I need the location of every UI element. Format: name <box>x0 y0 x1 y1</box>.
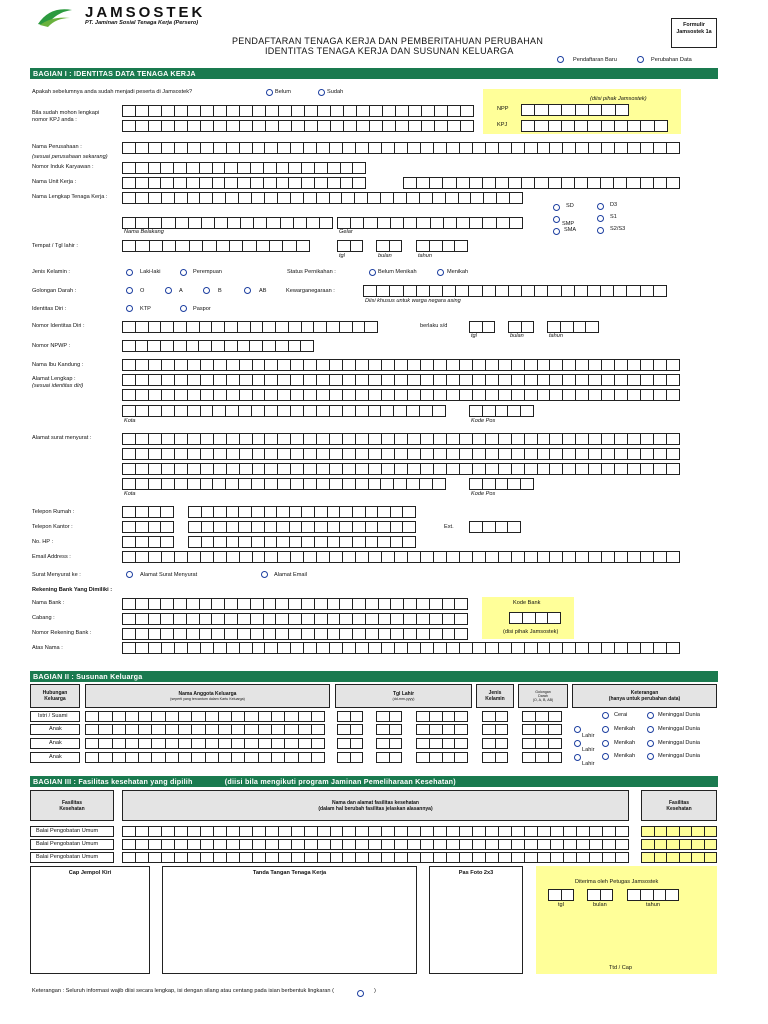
radio-male[interactable] <box>126 269 133 276</box>
city-field[interactable] <box>122 405 446 417</box>
mail-to-label: Surat Menyurat ke : <box>32 572 81 578</box>
id-number-label: Nomor Identitas Diri : <box>32 323 85 329</box>
address-label: Alamat Lengkap : <box>32 376 76 382</box>
bank-code-field[interactable] <box>509 612 561 624</box>
radio-edu-d3[interactable] <box>597 203 604 210</box>
radio-passport[interactable] <box>180 305 187 312</box>
h-sex-2: Kelamin <box>485 696 505 702</box>
spouse-cerai: Cerai <box>614 712 628 718</box>
section-1-header: BAGIAN I : IDENTITAS DATA TENAGA KERJA <box>30 68 718 79</box>
branch-field[interactable] <box>122 613 468 625</box>
id-type-label: Identitas Diri : <box>32 306 67 312</box>
work-unit-field-2[interactable] <box>403 177 680 189</box>
radio-child2-married[interactable] <box>602 740 609 747</box>
company-label: Nama Perusahaan : <box>32 144 82 150</box>
hp-field[interactable] <box>188 536 416 548</box>
facility-3-field[interactable] <box>122 852 629 863</box>
officer-tahun: tahun <box>646 902 660 908</box>
spouse-died: Meninggal Dunia <box>658 712 700 718</box>
address-note: (sesuai identitas diri) <box>32 383 84 389</box>
full-name-field-1[interactable] <box>122 192 523 204</box>
radio-blood-b[interactable] <box>203 287 210 294</box>
radio-child3-died[interactable] <box>647 753 654 760</box>
home-phone-area-field[interactable] <box>122 506 174 518</box>
q-registered: Apakah sebelumnya anda sudah menjadi peserta di Jamsostek? <box>32 89 193 95</box>
birth-label: Tempat / Tgl lahir : <box>32 243 78 249</box>
header-sex <box>476 684 514 708</box>
h-blood-2: Darah <box>538 693 548 698</box>
family-row-child3-label: Anak <box>30 752 80 763</box>
tahun-caption: tahun <box>418 253 432 259</box>
valid-month-field[interactable] <box>508 321 534 333</box>
form-title-line1: PENDAFTARAN TENAGA KERJA DAN PEMBERITAHUAN PERUBAHAN <box>232 36 544 46</box>
bank-name-label: Nama Bank : <box>32 600 65 606</box>
citizenship-field[interactable] <box>363 285 667 297</box>
radio-child1-married[interactable] <box>602 726 609 733</box>
facility-3-code[interactable] <box>641 852 717 863</box>
degree-field[interactable] <box>337 217 523 229</box>
facility-row-2-label: Balai Pengobatan Umum <box>30 839 114 850</box>
family-child1-dob-m[interactable] <box>376 724 402 735</box>
signature-label: Tanda Tangan Tenaga Kerja <box>252 870 327 876</box>
thumbprint-box[interactable] <box>30 866 150 974</box>
mail-city-field[interactable] <box>122 478 446 490</box>
h-facility-r1: Fasilitas <box>668 799 689 806</box>
home-phone-field[interactable] <box>188 506 416 518</box>
section-3-title: BAGIAN III : Fasilitas kesehatan yang dipilih <box>33 777 193 786</box>
child1-born-label: Lahir <box>582 733 595 739</box>
radio-data-change[interactable] <box>637 56 644 63</box>
officer-month-field[interactable] <box>587 889 613 901</box>
photo-box[interactable] <box>429 866 523 974</box>
mail-address-field-2[interactable] <box>122 448 680 460</box>
bank-code-note: (disi pihak Jamsostek) <box>503 629 559 635</box>
ext-label: Ext. <box>444 524 454 530</box>
office-phone-area-field[interactable] <box>122 521 174 533</box>
radio-child2-born[interactable] <box>574 740 581 747</box>
family-child2-sex[interactable] <box>482 738 508 749</box>
header-relation <box>30 684 80 708</box>
mail-address-field-3[interactable] <box>122 463 680 475</box>
h-remarks: Keterangan <box>630 690 659 696</box>
officer-stamp: Ttd / Cap <box>609 965 633 971</box>
valid-tgl-caption: tgl <box>471 333 477 339</box>
birth-place-field[interactable] <box>122 240 310 252</box>
h-blood-note: (O, A, B, AB) <box>532 698 554 703</box>
jamsostek-logo <box>36 4 74 28</box>
header-dob <box>335 684 472 708</box>
radio-edu-smp[interactable] <box>553 216 560 223</box>
child1-married: Menikah <box>614 726 636 732</box>
h-name: Nama Anggota Keluarga <box>178 690 237 697</box>
footer-close: ) <box>374 988 376 994</box>
radio-mail-postal[interactable] <box>126 571 133 578</box>
female-label: Perempuan <box>193 269 222 275</box>
facility-1-code[interactable] <box>641 826 717 837</box>
mail-postal-field[interactable] <box>469 478 534 490</box>
radio-spouse-cerai[interactable] <box>602 712 609 719</box>
family-child2-blood[interactable] <box>522 738 562 749</box>
mail-opt1-label: Alamat Surat Menyurat <box>140 572 198 578</box>
radio-edu-sd[interactable] <box>553 204 560 211</box>
section-3-header <box>30 776 718 787</box>
logo-name: JAMSOSTEK <box>85 4 206 21</box>
family-child3-sex[interactable] <box>482 752 508 763</box>
family-child3-name[interactable] <box>85 752 325 763</box>
marital-label: Status Pernikahan : <box>287 269 336 275</box>
facility-row-1-label: Balai Pengobatan Umum <box>30 826 114 837</box>
family-child1-dob-y[interactable] <box>416 724 468 735</box>
birth-year-field[interactable] <box>416 240 468 252</box>
mail-address-field-1[interactable] <box>122 433 680 445</box>
radio-child3-born[interactable] <box>574 754 581 761</box>
radio-blood-ab[interactable] <box>244 287 251 294</box>
bank-name-field[interactable] <box>122 598 468 610</box>
family-child2-name[interactable] <box>85 738 325 749</box>
h-name-note: (seperti yang tercantum dalam Kartu Keluarga) <box>170 696 245 701</box>
home-phone-label: Telepon Rumah : <box>32 509 75 515</box>
kpj-field[interactable] <box>521 120 668 132</box>
gender-label: Jenis Kelamin : <box>32 269 70 275</box>
family-spouse-dob-d[interactable] <box>337 711 363 722</box>
mail-address-label: Alamat surat menyurat : <box>32 435 92 441</box>
h-fac-name: Nama dan alamat fasilitas kesehatan <box>332 799 419 806</box>
header-facility-right <box>641 790 717 821</box>
h-dob-note: (dd-mm-yyyy) <box>392 696 415 701</box>
header-blood <box>518 684 568 708</box>
official-note: (diisi pihak Jamsostek) <box>590 96 647 102</box>
account-no-field[interactable] <box>122 628 468 640</box>
mail-city-caption: Kota <box>124 491 136 497</box>
h-remarks-note: (hanya untuk perubahan data) <box>608 696 681 702</box>
hp-label: No. HP : <box>32 539 54 545</box>
radio-belum[interactable] <box>266 89 273 96</box>
family-spouse-blood[interactable] <box>522 711 562 722</box>
radio-married[interactable] <box>437 269 444 276</box>
family-row-child2-label: Anak <box>30 738 80 749</box>
photo-label: Pas Foto 2x3 <box>458 870 494 876</box>
mother-label: Nama Ibu Kandung : <box>32 362 84 368</box>
officer-bulan: bulan <box>593 902 607 908</box>
h-fac-name-note: (dalam hal berubah fasilitas jelaskan alasannya) <box>318 805 433 812</box>
full-name-field-2[interactable] <box>122 217 333 229</box>
facility-row-3-label: Balai Pengobatan Umum <box>30 852 114 863</box>
single-label: Belum Menikah <box>378 269 417 275</box>
radio-blood-a[interactable] <box>165 287 172 294</box>
opt-belum: Belum <box>275 89 291 95</box>
blood-ab: AB <box>259 288 267 294</box>
radio-edu-sma[interactable] <box>553 228 560 235</box>
kpj-note-1: Bila sudah mohon lengkapi <box>32 110 100 116</box>
bank-code-label: Kode Bank <box>513 600 541 606</box>
citizenship-label: Kewarganegaraan : <box>286 288 335 294</box>
facility-2-field[interactable] <box>122 839 629 850</box>
ext-field[interactable] <box>469 521 521 533</box>
radio-ktp[interactable] <box>126 305 133 312</box>
passport-label: Paspor <box>193 306 211 312</box>
family-child3-dob-d[interactable] <box>337 752 363 763</box>
radio-spouse-died[interactable] <box>647 712 654 719</box>
child3-married: Menikah <box>614 753 636 759</box>
bank-heading: Rekening Bank Yang Dimiliki : <box>32 587 113 593</box>
family-row-spouse-label: Istri / Suami <box>30 711 80 722</box>
last-name-caption: Nama Belakang <box>124 229 164 235</box>
tgl-caption: tgl <box>339 253 345 259</box>
child1-died: Meninggal Dunia <box>658 726 700 732</box>
npwp-field[interactable] <box>122 340 314 352</box>
h-facility-r2: Kesehatan <box>666 805 692 812</box>
id-number-field[interactable] <box>122 321 378 333</box>
family-row-child1-label: Anak <box>30 724 80 735</box>
officer-day-field[interactable] <box>548 889 574 901</box>
h-dob: Tgl Lahir <box>392 690 415 697</box>
kpj-label: KPJ <box>497 122 508 128</box>
family-spouse-name[interactable] <box>85 711 325 722</box>
npwp-label: Nomor NPWP : <box>32 343 71 349</box>
thumbprint-label: Cap Jempol Kiri <box>68 870 112 876</box>
radio-child1-born[interactable] <box>574 726 581 733</box>
branch-label: Cabang : <box>32 615 55 621</box>
radio-female[interactable] <box>180 269 187 276</box>
npp-label: NPP <box>497 106 509 112</box>
npp-field[interactable] <box>521 104 629 116</box>
header-facility-name <box>122 790 629 821</box>
child2-born-label: Lahir <box>582 747 595 753</box>
valid-tahun-caption: tahun <box>549 333 563 339</box>
section-2-header: BAGIAN II : Susunan Keluarga <box>30 671 718 682</box>
opt-new-label: Pendaftaran Baru <box>573 57 617 63</box>
company-name: PT. Jaminan Sosial Tenaga Kerja (Persero) <box>85 20 199 26</box>
family-child1-blood[interactable] <box>522 724 562 735</box>
opt-sudah: Sudah <box>327 89 344 95</box>
kpj-prev-field-1[interactable] <box>122 105 474 117</box>
edu-sma: SMA <box>564 227 577 233</box>
radio-new-registration[interactable] <box>557 56 564 63</box>
office-phone-field[interactable] <box>188 521 416 533</box>
kpj-prev-field-2[interactable] <box>122 120 474 132</box>
company-note: (sesuai perusahaan sekarang) <box>32 154 108 160</box>
edu-s1: S1 <box>610 214 617 220</box>
radio-child1-died[interactable] <box>647 726 654 733</box>
degree-caption: Gelar <box>339 229 353 235</box>
valid-year-field[interactable] <box>547 321 599 333</box>
header-remarks <box>572 684 717 708</box>
postal-caption: Kode Pos <box>471 418 496 424</box>
header-facility <box>30 790 114 821</box>
radio-blood-o[interactable] <box>126 287 133 294</box>
family-child2-dob-m[interactable] <box>376 738 402 749</box>
form-title-line2: IDENTITAS TENAGA KERJA DAN SUSUNAN KELUARGA <box>265 46 514 56</box>
h-relation-1: Hubungan <box>42 690 68 696</box>
signature-box[interactable] <box>162 866 417 974</box>
child3-born-label: Lahir <box>582 761 595 767</box>
edu-d3: D3 <box>610 202 618 208</box>
account-name-field[interactable] <box>122 642 680 654</box>
opt-change-label: Perubahan Data <box>651 57 692 63</box>
valid-until-label: berlaku s/d <box>420 323 448 329</box>
facility-1-field[interactable] <box>122 826 629 837</box>
radio-sudah[interactable] <box>318 89 325 96</box>
form-code: Formulir Jamsostek 1a <box>676 22 712 36</box>
office-phone-label: Telepon Kantor : <box>32 524 73 530</box>
family-child1-dob-d[interactable] <box>337 724 363 735</box>
valid-bulan-caption: bulan <box>510 333 524 339</box>
company-field[interactable] <box>122 142 680 154</box>
blood-label: Golongan Darah : <box>32 288 77 294</box>
blood-b: B <box>218 288 222 294</box>
facility-2-code[interactable] <box>641 839 717 850</box>
address-field-1[interactable] <box>122 374 680 386</box>
blood-o: O <box>140 288 145 294</box>
family-spouse-sex[interactable] <box>482 711 508 722</box>
h-blood-1: Golongan <box>535 689 551 694</box>
edu-sd: SD <box>566 203 574 209</box>
employee-id-label: Nomor Induk Karyawan : <box>32 164 94 170</box>
family-child3-dob-m[interactable] <box>376 752 402 763</box>
family-child2-dob-d[interactable] <box>337 738 363 749</box>
footer-note: Keterangan : Seluruh informasi wajib diisi secara lengkap, isi dengan silang atau centang pada isian berbentuk lingkaran ( <box>32 988 334 994</box>
mail-opt2-label: Alamat Email <box>274 572 307 578</box>
family-child3-blood[interactable] <box>522 752 562 763</box>
radio-mail-email[interactable] <box>261 571 268 578</box>
email-label: Email Address : <box>32 554 71 560</box>
h-sex-1: Jenis <box>488 690 502 696</box>
radio-single[interactable] <box>369 269 376 276</box>
account-name-label: Atas Nama : <box>32 645 63 651</box>
work-unit-field-1[interactable] <box>122 177 366 189</box>
family-spouse-dob-y[interactable] <box>416 711 468 722</box>
edu-smp: SMP <box>562 221 575 227</box>
married-label: Menikah <box>447 269 469 275</box>
male-label: Laki-laki <box>140 269 161 275</box>
birth-day-field[interactable] <box>337 240 363 252</box>
employee-id-field[interactable] <box>122 162 366 174</box>
radio-edu-s1[interactable] <box>597 215 604 222</box>
family-child1-sex[interactable] <box>482 724 508 735</box>
birth-month-field[interactable] <box>376 240 402 252</box>
radio-child3-married[interactable] <box>602 753 609 760</box>
child2-married: Menikah <box>614 740 636 746</box>
h-facility-2: Kesehatan <box>59 805 85 812</box>
form-code-box <box>671 18 717 48</box>
blood-a: A <box>179 288 183 294</box>
account-no-label: Nomor Rekening Bank : <box>32 630 92 636</box>
postal-field[interactable] <box>469 405 534 417</box>
email-field[interactable] <box>122 551 680 563</box>
h-relation-2: Keluarga <box>44 696 66 702</box>
family-child3-dob-y[interactable] <box>416 752 468 763</box>
child3-died: Meninggal Dunia <box>658 753 700 759</box>
address-field-2[interactable] <box>122 389 680 401</box>
officer-tgl: tgl <box>558 902 564 908</box>
mail-postal-caption: Kode Pos <box>471 491 496 497</box>
footer-radio-sample <box>357 990 364 997</box>
mother-field[interactable] <box>122 359 680 371</box>
full-name-label: Nama Lengkap Tenaga Kerja : <box>32 194 108 200</box>
valid-day-field[interactable] <box>469 321 495 333</box>
citizenship-note: Diisi khusus untuk warga negara asing <box>365 298 461 304</box>
header-member-name <box>85 684 330 708</box>
section-3-note: (diisi bila mengikuti program Jaminan Pemeliharaan Kesehatan) <box>224 777 456 786</box>
family-child2-dob-y[interactable] <box>416 738 468 749</box>
kpj-note-2: nomor KPJ anda : <box>32 117 77 123</box>
family-child1-name[interactable] <box>85 724 325 735</box>
edu-s2s3: S2/S3 <box>610 226 626 232</box>
bulan-caption: bulan <box>378 253 392 259</box>
work-unit-label: Nama Unit Kerja : <box>32 179 77 185</box>
city-caption: Kota <box>124 418 136 424</box>
child2-died: Meninggal Dunia <box>658 740 700 746</box>
radio-edu-s2s3[interactable] <box>597 227 604 234</box>
family-spouse-dob-m[interactable] <box>376 711 402 722</box>
officer-year-field[interactable] <box>627 889 679 901</box>
officer-received: Diterima oleh Petugas Jamsostek <box>575 879 659 885</box>
ktp-label: KTP <box>140 306 151 312</box>
radio-child2-died[interactable] <box>647 740 654 747</box>
hp-area-field[interactable] <box>122 536 174 548</box>
h-facility-1: Fasilitas <box>61 799 82 806</box>
